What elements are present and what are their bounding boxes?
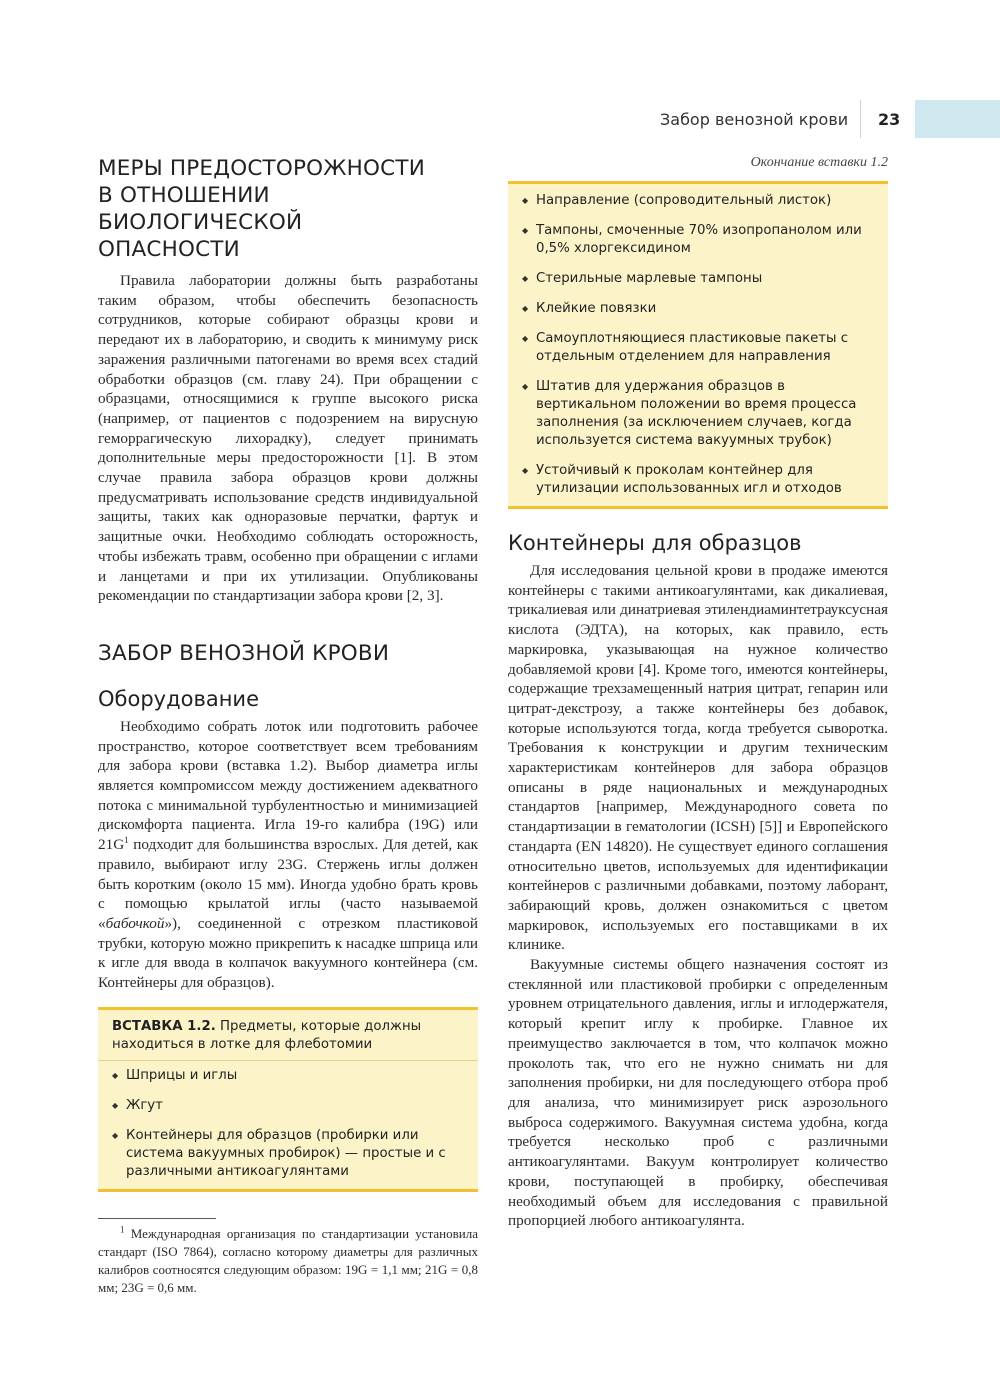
header-color-band bbox=[915, 100, 1000, 138]
list-item: ◆ Устойчивый к проколам контейнер для утилизации использованных игл и отходов bbox=[522, 462, 878, 498]
list-item: ◆ Направление (сопроводительный листок) bbox=[522, 192, 878, 210]
containers-paragraph-1: Для исследования цельной крови в продаже имеются контейнеры с такими антикоагулянтами, как дикалиевая, трикалиевая или динатриевая этилендиаминтетрауксусная кислота (ЭДТА), на которых, как правило, есть маркировка, указывающая на нужное количество добавляемой крови [4]. Кроме того, имеются контейнеры, содержащие трехзамещенный натрия цитрат, гепарин или цитрат-декстрозу, а также контейнеры без добавок, которые используются тогда, когда требуется сыворотка. Требования к конструкции и другим техническим характеристикам контейнеров для забора образцов описаны в ряде национальных и международных стандартов [например, Международного совета по стандартизации в гематологии (ICSH) [5]] и Европейского стандарта (EN 14820). Не существует единого соглашения относительно цветов, используемых для идентификации контейнеров с различными добавками, поэтому лаборант, забирающий кровь, должен ознакомиться с цветом маркировок, используемых его поставщиками в их клинике. bbox=[508, 562, 888, 954]
section-title-biohazard: МЕРЫ ПРЕДОСТОРОЖНОСТИ В ОТНОШЕНИИ БИОЛОГИЧЕСКОЙ ОПАСНОСТИ bbox=[98, 156, 425, 262]
subsection-title-containers: Контейнеры для образцов bbox=[508, 531, 802, 555]
list-item: ◆ Контейнеры для образцов (пробирки или система вакуумных пробирок) — простые и с различными антикоагулянтами bbox=[112, 1127, 468, 1181]
box-continuation-note: Окончание вставки 1.2 bbox=[750, 155, 888, 170]
insert-box-heading: Предметы, которые должны находиться в лотке для флеботомии bbox=[112, 1018, 422, 1052]
equipment-italic: бабочкой bbox=[105, 914, 165, 932]
list-item: ◆ Самоуплотняющиеся пластиковые пакеты с отдельным отделением для направления bbox=[522, 330, 878, 366]
page-number: 23 bbox=[878, 110, 901, 129]
list-item: ◆ Клейкие повязки bbox=[522, 300, 878, 318]
equipment-text-3: »), соединенной с отрезком пластиковой трубки, которую можно прикрепить к насадке шприца или к игле для ввода в колпачок вакуумного контейнера (см. Контейнеры для образцов). bbox=[98, 914, 478, 992]
equipment-text-1: Необходимо собрать лоток или подготовить рабочее пространство, которое соответствует всем требованиям для забора крови (вставка 1.2). Выбор диаметра иглы является компромиссом между достижением адекватного потока с минимальной турбулентностью и минимизацией дискомфорта пациента. Игла 19-го калибра (19G) или 21G bbox=[98, 717, 478, 854]
list-item: ◆ Жгут bbox=[112, 1097, 468, 1115]
insert-box-list-continued bbox=[508, 184, 888, 506]
insert-box-continuation bbox=[508, 181, 888, 509]
right-column bbox=[508, 155, 888, 1231]
header-separator bbox=[860, 100, 861, 138]
insert-box-list bbox=[98, 1061, 478, 1189]
list-item: ◆ Стерильные марлевые тампоны bbox=[522, 270, 878, 288]
left-column bbox=[98, 155, 478, 1297]
subsection-title-equipment: Оборудование bbox=[98, 686, 259, 711]
equipment-text-2: подходит для большинства взрослых. Для детей, как правило, выбирают иглу 23G. Стержень иглы должен быть коротким (около 15 мм). Иногда удобно брать кровь с помощью крылатой иглы (часто называемой « bbox=[98, 836, 478, 932]
biohazard-paragraph: Правила лаборатории должны быть разработаны таким образом, чтобы обеспечить безопасность сотрудников, которые собирают образцы крови и передают их в лабораторию, и сводить к минимуму риск заражения различными патогенами во время всех стадий обработки образцов (см. главу 24). При обращении с образцами, относящимися к группе высокого риска (например, от пациентов с подозрением на вирусную геморрагическую лихорадку), следует принимать дополнительные меры предосторожности [1]. В этом случае правила забора образцов крови должны предусматривать использование средств индивидуальной защиты, таких как одноразовые перчатки, фартук и защитные очки. Необходимо соблюдать осторожность, чтобы избежать травм, особенно при обращении с иглами и ланцетами и при их утилизации. Опубликованы рекомендации по стандартизации забора крови [2, 3]. bbox=[98, 272, 478, 605]
list-item: ◆ Шприцы и иглы bbox=[112, 1067, 468, 1085]
footnote-body: Международная организация по стандартизации установила стандарт (ISO 7864), согласно которому диаметры для различных калибров соотносятся следующим образом: 19G = 1,1 мм; 21G = 0,8 мм; 23G = 0,6 мм. bbox=[98, 1225, 478, 1295]
list-item: ◆ Штатив для удержания образцов в вертикальном положении во время процесса заполнения (за исключением случаев, когда используется система вакуумных трубок) bbox=[522, 378, 878, 450]
footnote-rule bbox=[98, 1218, 216, 1219]
insert-box-title bbox=[98, 1010, 478, 1061]
section-title-venous: ЗАБОР ВЕНОЗНОЙ КРОВИ bbox=[98, 640, 390, 666]
footnote-text bbox=[98, 1225, 478, 1297]
list-item: ◆ Тампоны, смоченные 70% изопропанолом или 0,5% хлоргексидином bbox=[522, 222, 878, 258]
footnote-ref[interactable]: 1 bbox=[124, 835, 129, 846]
running-header-title: Забор венозной крови bbox=[660, 110, 849, 129]
footnote-block bbox=[98, 1218, 478, 1297]
equipment-paragraph bbox=[98, 717, 478, 993]
insert-box-label: ВСТАВКА 1.2. bbox=[112, 1018, 216, 1034]
containers-paragraph-2: Вакуумные системы общего назначения состоят из стеклянной или пластиковой пробирки с определенным уровнем отрицательного давления, иглы и иглодержателя, который крепит иглу к пробирке. Главное их преимущество заключается в том, что колпачок можно проколоть так, что его не нужно снимать ни для заполнения пробирки, ни для последующего отбора проб для анализа, что минимизирует риск аэрозольного выброса содержимого. Вакуумная система удобна, когда требуется несколько проб с различными антикоагулянтами. Вакуум контролирует количество крови, поступающей в пробирку, обеспечивая необходимый объем для исследования с правильной пропорцией любого антикоагулянта. bbox=[508, 956, 888, 1230]
insert-box-1-2 bbox=[98, 1007, 478, 1192]
footnote-mark: 1 bbox=[120, 1224, 125, 1235]
